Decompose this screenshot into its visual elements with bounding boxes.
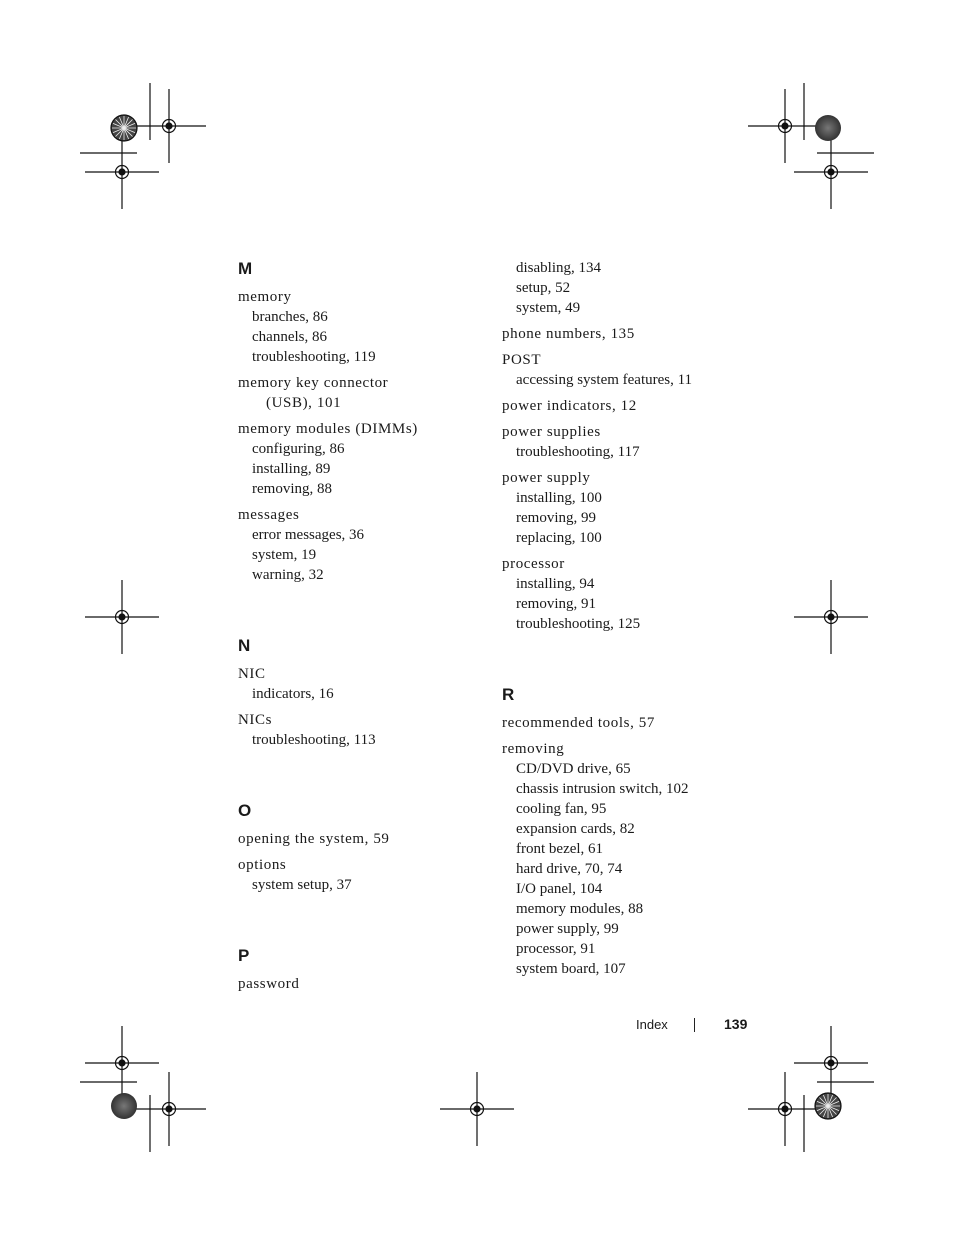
index-column-left <box>238 258 488 1000</box>
index-subentry: configuring, 86 <box>252 441 345 457</box>
index-subentry: indicators, 16 <box>252 686 334 702</box>
index-entry <box>238 287 488 367</box>
index-subentry: power supply, 99 <box>516 921 619 937</box>
index-subentry: system board, 107 <box>516 961 626 977</box>
index-subentry: replacing, 100 <box>516 530 602 546</box>
index-entry <box>502 713 762 733</box>
index-entry <box>238 419 488 499</box>
page-footer <box>560 1015 746 1035</box>
index-entry <box>502 258 762 318</box>
index-subentry: system, 19 <box>252 547 317 563</box>
index-subentry: installing, 94 <box>516 576 595 592</box>
index-entry <box>502 468 762 548</box>
index-letter-o: O <box>238 801 252 820</box>
index-subentry: accessing system features, 11 <box>516 372 693 388</box>
index-term: power supplies <box>502 424 601 440</box>
index-subentry: removing, 88 <box>252 481 332 497</box>
index-subentry: troubleshooting, 125 <box>516 616 641 632</box>
index-entry <box>238 505 488 585</box>
index-subentry: processor, 91 <box>516 941 596 957</box>
index-entry <box>238 855 488 895</box>
index-subentry: channels, 86 <box>252 329 327 345</box>
section-gap <box>238 901 488 945</box>
index-subentry: disabling, 134 <box>516 260 601 276</box>
index-entry <box>238 664 488 704</box>
mid-left-crop-mark <box>85 580 159 654</box>
index-entry <box>502 396 762 416</box>
index-subentry: I/O panel, 104 <box>516 881 603 897</box>
section-gap <box>238 756 488 800</box>
index-subentry: memory modules, 88 <box>516 901 644 917</box>
bottom-left-crop-marks <box>80 1026 206 1152</box>
index-term: processor <box>502 556 565 572</box>
index-subentry: installing, 100 <box>516 490 602 506</box>
index-letter-p: P <box>238 946 250 965</box>
index-term: memory <box>238 289 292 305</box>
index-subentry: branches, 86 <box>252 309 328 325</box>
index-entry <box>502 422 762 462</box>
index-column-right <box>502 258 762 985</box>
index-entry <box>502 350 762 390</box>
index-entry <box>238 373 488 413</box>
index-letter-m: M <box>238 259 253 278</box>
index-subentry: CD/DVD drive, 65 <box>516 761 631 777</box>
index-term: phone numbers, 135 <box>502 326 635 342</box>
index-entry <box>238 710 488 750</box>
top-right-crop-marks <box>748 83 874 209</box>
index-subentry: removing, 91 <box>516 596 596 612</box>
index-entry <box>502 324 762 344</box>
index-subentry: error messages, 36 <box>252 527 365 543</box>
index-term: recommended tools, 57 <box>502 715 655 731</box>
index-term: power indicators, 12 <box>502 398 637 414</box>
index-subentry: system setup, 37 <box>252 877 352 893</box>
index-term: opening the system, 59 <box>238 831 390 847</box>
footer-divider <box>694 1018 695 1032</box>
index-term: removing <box>502 741 565 757</box>
index-subentry: system, 49 <box>516 300 581 316</box>
index-subentry: front bezel, 61 <box>516 841 604 857</box>
bottom-right-crop-marks <box>748 1026 874 1152</box>
index-term: NIC <box>238 666 266 682</box>
index-term: POST <box>502 352 542 368</box>
page-number: 139 <box>724 1016 748 1032</box>
index-term: password <box>238 976 300 992</box>
index-subentry: expansion cards, 82 <box>516 821 635 837</box>
index-term: power supply <box>502 470 591 486</box>
index-term-continuation: (USB), 101 <box>266 395 342 411</box>
mid-right-crop-mark <box>794 580 868 654</box>
bottom-center-crop-mark <box>440 1072 514 1146</box>
footer-section-title: Index <box>636 1017 668 1032</box>
index-letter-r: R <box>502 685 515 704</box>
index-entry <box>502 554 762 634</box>
index-subentry: installing, 89 <box>252 461 331 477</box>
index-entry <box>238 974 488 994</box>
index-subentry: chassis intrusion switch, 102 <box>516 781 689 797</box>
index-term: memory key connector <box>238 375 389 391</box>
index-subentry: troubleshooting, 117 <box>516 444 640 460</box>
index-term: NICs <box>238 712 273 728</box>
index-entry <box>502 739 762 979</box>
index-term: memory modules (DIMMs) <box>238 421 418 437</box>
index-term: messages <box>238 507 300 523</box>
index-subentry: hard drive, 70, 74 <box>516 861 623 877</box>
index-subentry: troubleshooting, 113 <box>252 732 376 748</box>
index-subentry: setup, 52 <box>516 280 571 296</box>
index-subentry: troubleshooting, 119 <box>252 349 376 365</box>
top-left-crop-marks <box>80 83 206 209</box>
index-entry <box>238 829 488 849</box>
index-term: options <box>238 857 287 873</box>
index-subentry: warning, 32 <box>252 567 324 583</box>
index-subentry: removing, 99 <box>516 510 596 526</box>
section-gap <box>502 640 762 684</box>
index-subentry: cooling fan, 95 <box>516 801 607 817</box>
index-letter-n: N <box>238 636 251 655</box>
section-gap <box>238 591 488 635</box>
